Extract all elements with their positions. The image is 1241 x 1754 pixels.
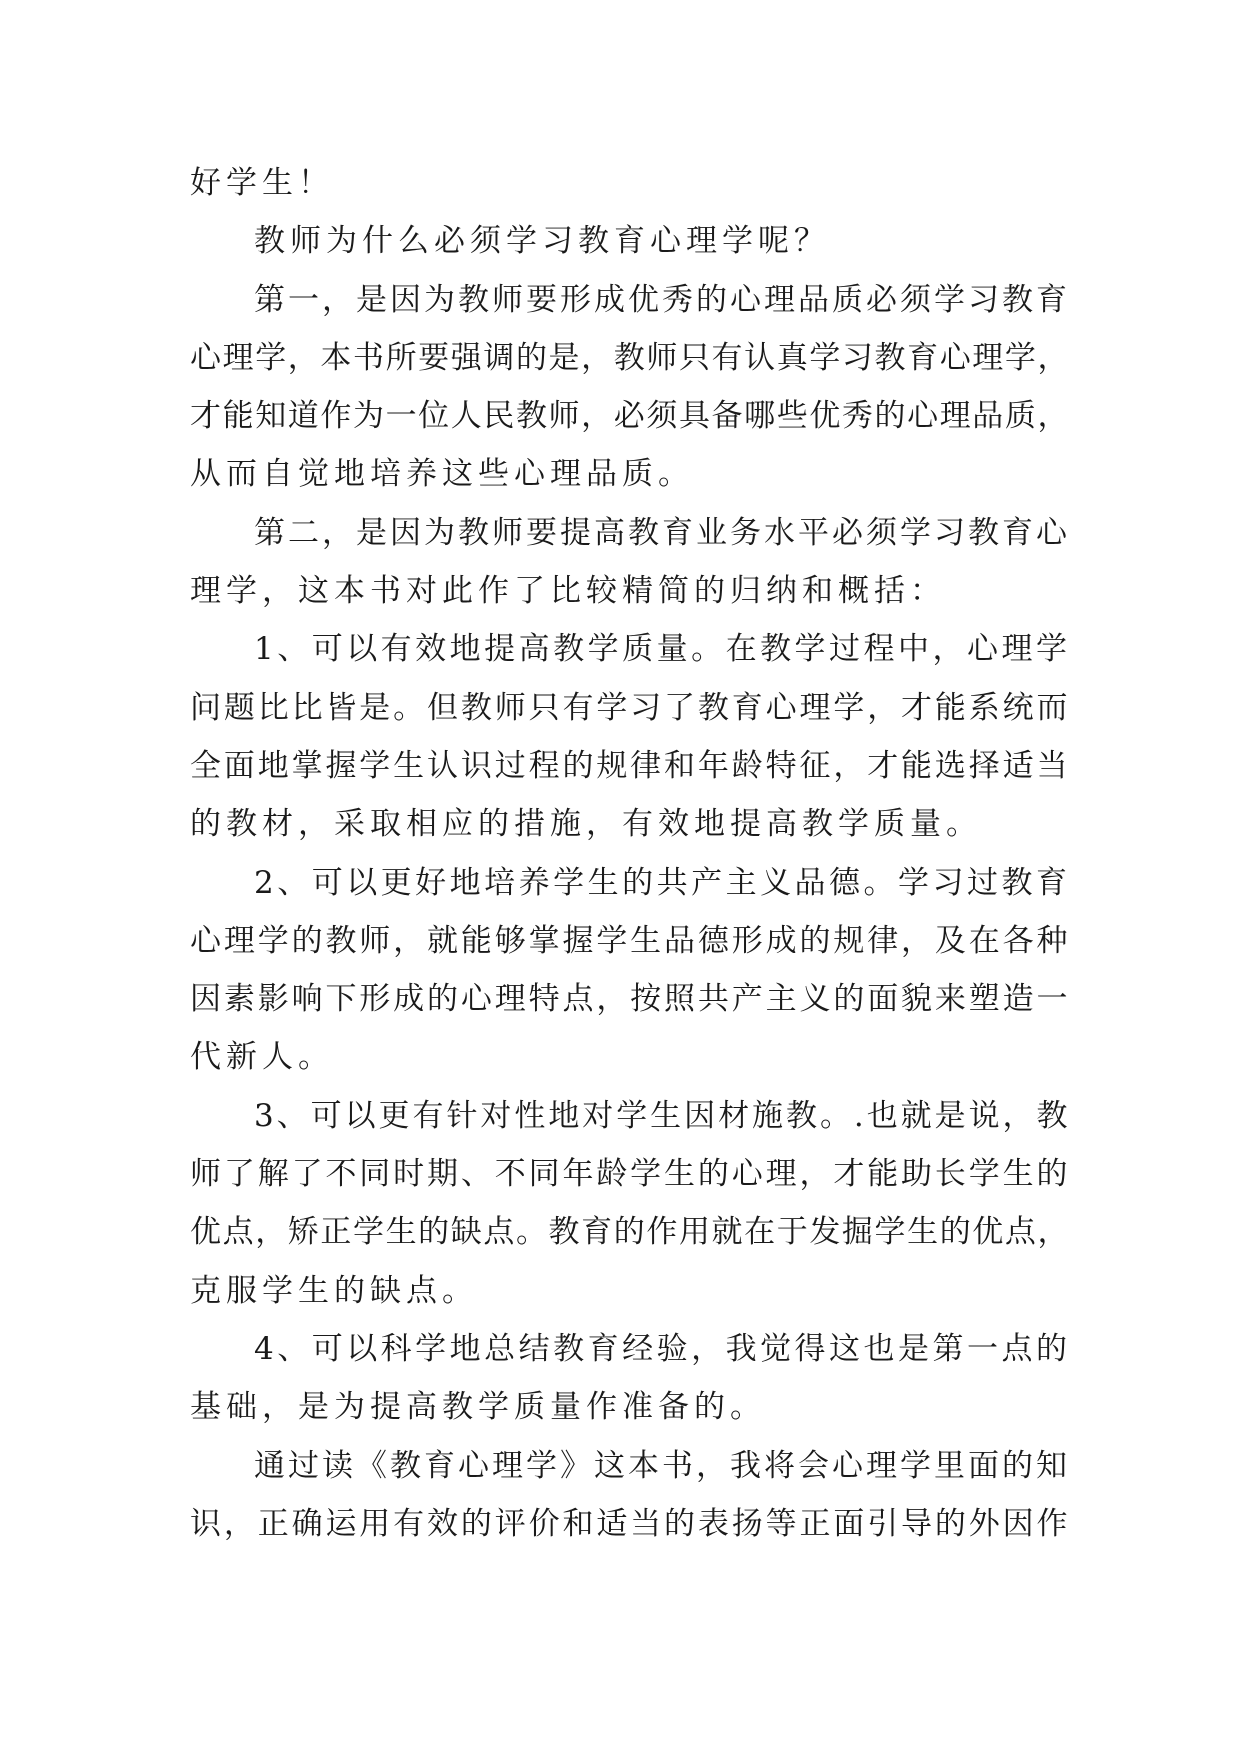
paragraph-first-line: 第一，是因为教师要形成优秀的心理品质必须学习教育 (254, 281, 1070, 318)
paragraph-first-line: 4、可以科学地总结教育经验，我觉得这也是第一点的 (254, 1330, 1070, 1367)
text-line: 因素影响下形成的心理特点，按照共产主义的面貌来塑造一 (190, 981, 1070, 1018)
body-text (190, 154, 1070, 1553)
text-line: 识，正确运用有效的评价和适当的表扬等正面引导的外因作 (190, 1505, 1070, 1542)
paragraph-first-line: 3、可以更有针对性地对学生因材施教。.也就是说，教 (254, 1097, 1070, 1134)
paragraph-first-line: 1、可以有效地提高教学质量。在教学过程中，心理学 (254, 631, 1070, 668)
paragraph-first-line: 教师为什么必须学习教育心理学呢？ (254, 223, 830, 260)
text-line: 理学，这本书对此作了比较精简的归纳和概括： (190, 573, 946, 610)
text-line: 优点，矫正学生的缺点。教育的作用就在于发掘学生的优点， (190, 1214, 1070, 1251)
text-line: 心理学，本书所要强调的是，教师只有认真学习教育心理学， (190, 339, 1070, 376)
text-line: 从而自觉地培养这些心理品质。 (190, 456, 694, 493)
text-line: 才能知道作为一位人民教师，必须具备哪些优秀的心理品质， (190, 398, 1070, 435)
text-line: 师了解了不同时期、不同年龄学生的心理，才能助长学生的 (190, 1156, 1070, 1193)
text-line: 好学生！ (190, 165, 334, 201)
text-line: 问题比比皆是。但教师只有学习了教育心理学，才能系统而 (190, 689, 1070, 726)
paragraph-first-line: 第二，是因为教师要提高教育业务水平必须学习教育心 (254, 514, 1070, 551)
text-line: 的教材，采取相应的措施，有效地提高教学质量。 (190, 806, 982, 843)
paragraph-first-line: 2、可以更好地培养学生的共产主义品德。学习过教育 (254, 864, 1070, 901)
text-line: 克服学生的缺点。 (190, 1272, 478, 1309)
text-line: 代新人。 (190, 1039, 334, 1076)
paragraph-first-line: 通过读《教育心理学》这本书，我将会心理学里面的知 (254, 1447, 1070, 1484)
text-line: 心理学的教师，就能够掌握学生品德形成的规律，及在各种 (190, 922, 1070, 959)
text-line: 全面地掌握学生认识过程的规律和年龄特征，才能选择适当 (190, 747, 1070, 784)
text-line: 基础，是为提高教学质量作准备的。 (190, 1389, 766, 1426)
